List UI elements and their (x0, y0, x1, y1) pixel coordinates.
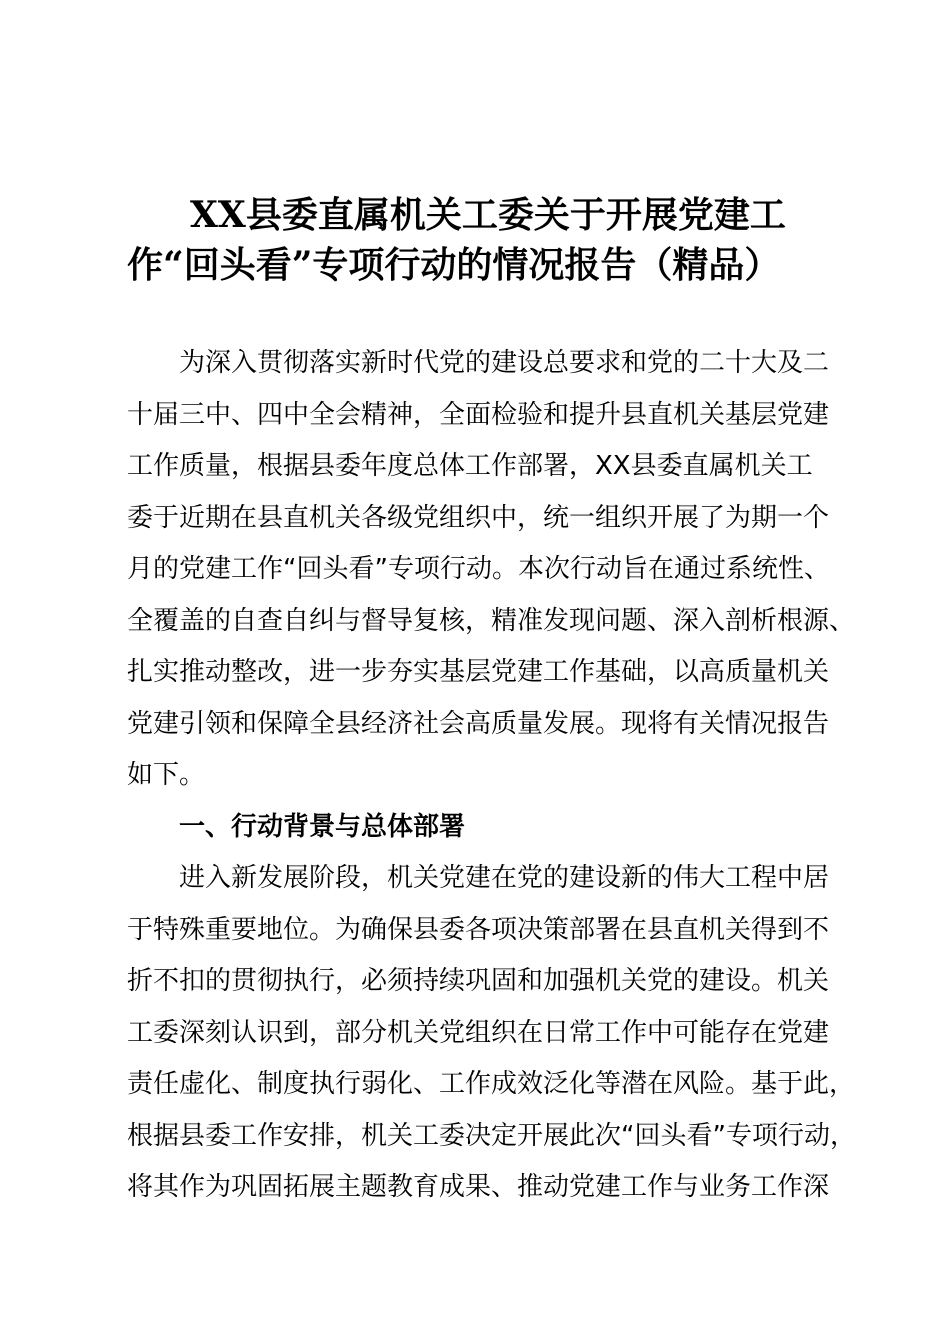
paragraph-line: 根据县委工作安排，机关工委决定开展此次“回头看”专项行动， (127, 1120, 856, 1151)
section-heading: 一、行动背景与总体部署 (179, 811, 466, 842)
title-line: 作“回头看”专项行动的情况报告（精品） (127, 244, 781, 286)
paragraph-line: 工委深刻认识到，部分机关党组织在日常工作中可能存在党建 (127, 1017, 830, 1048)
paragraph-line: 工作质量，根据县委年度总体工作部署，XX县委直属机关工 (127, 451, 813, 481)
paragraph-line: 于特殊重要地位。为确保县委各项决策部署在县直机关得到不 (127, 914, 830, 945)
paragraph-line: 责任虚化、制度执行弱化、工作成效泛化等潜在风险。基于此， (127, 1069, 856, 1099)
paragraph-background (127, 853, 856, 1214)
paragraph-line: 全覆盖的自查自纠与督导复核，精准发现问题、深入剖析根源、 (127, 605, 856, 636)
paragraph-line: 扎实推动整改，进一步夯实基层党建工作基础，以高质量机关 (127, 657, 830, 687)
document-body (127, 338, 856, 1214)
paragraph-line: 如下。 (127, 760, 206, 790)
paragraph-line: 委于近期在县直机关各级党组织中，统一组织开展了为期一个 (127, 502, 830, 533)
paragraph-line: 折不扣的贯彻执行，必须持续巩固和加强机关党的建设。机关 (127, 966, 830, 996)
paragraph-line: 党建引领和保障全县经济社会高质量发展。现将有关情况报告 (127, 708, 830, 739)
paragraph-intro (127, 338, 856, 802)
paragraph-line: 月的党建工作“回头看”专项行动。本次行动旨在通过系统性、 (127, 554, 830, 584)
paragraph-line: 十届三中、四中全会精神，全面检验和提升县直机关基层党建 (127, 399, 830, 430)
document-title (127, 190, 847, 290)
paragraph-line: 进入新发展阶段，机关党建在党的建设新的伟大工程中居 (179, 863, 830, 893)
paragraph-line: 将其作为巩固拓展主题教育成果、推动党建工作与业务工作深 (127, 1172, 830, 1202)
paragraph-line: 为深入贯彻落实新时代党的建设总要求和党的二十大及二 (179, 348, 830, 378)
title-line: XX县委直属机关工委关于开展党建工 (190, 194, 786, 236)
